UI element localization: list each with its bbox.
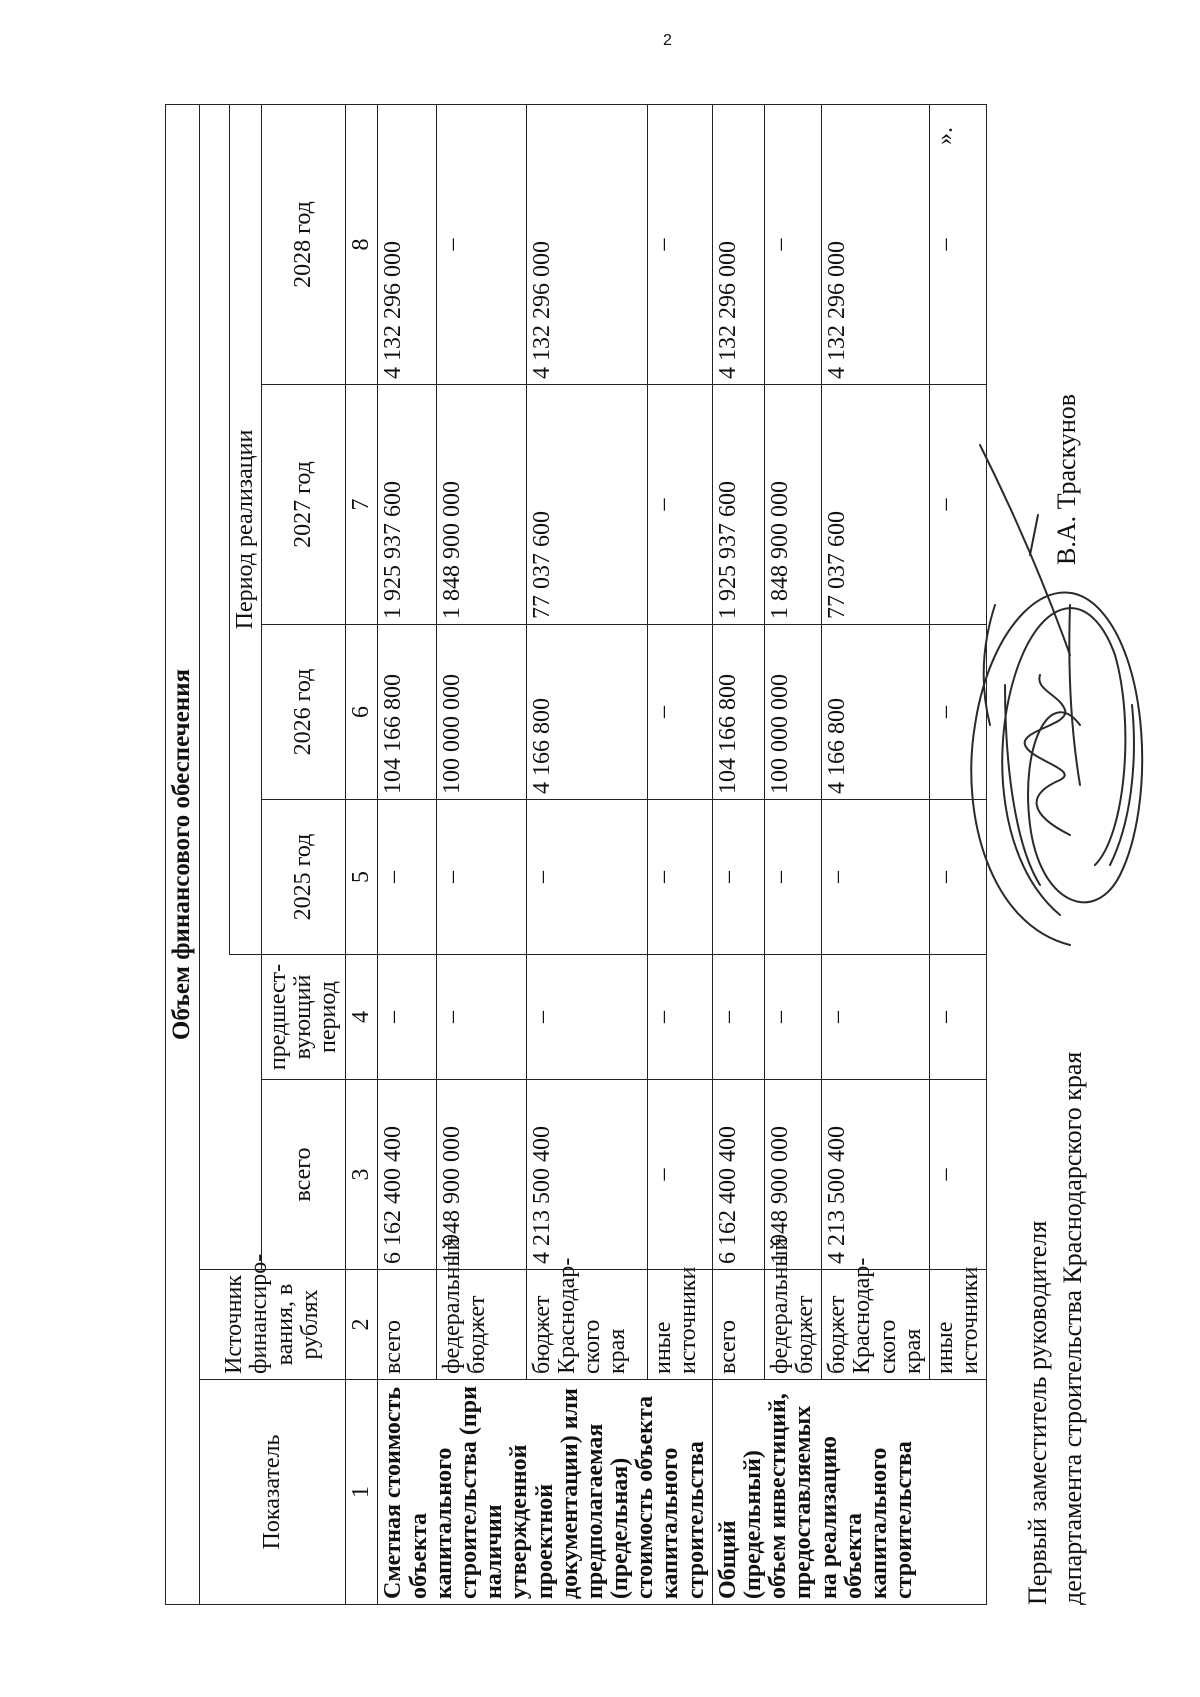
value-cell: 4 132 296 000: [712, 104, 764, 384]
value-cell: –: [648, 625, 713, 800]
source-cell: бюджет Краснодар-ского края: [526, 1270, 647, 1380]
closing-quote: ».: [932, 127, 958, 145]
header-period: Период реализации: [230, 104, 262, 954]
value-cell: –: [436, 800, 526, 955]
signer-title-line-1: Первый заместитель руководителя: [1023, 1220, 1052, 1605]
value-cell: –: [712, 955, 764, 1080]
indicator-cell: Сметная стоимость объекта капитального строительства (при наличии утвержденной проектной документации) или предполагаемая (предельная) стоимость объекта капитального строительства: [378, 1380, 712, 1605]
handwritten-signature: [920, 385, 1180, 985]
value-cell: 6 162 400 400: [712, 1080, 764, 1270]
indicator-cell: Общий (предельный) объем инвестиций, предоставляемых на реализацию объекта капитального строительства: [712, 1380, 987, 1605]
column-numbers-row: [346, 104, 378, 1604]
column-number: 1: [346, 1380, 378, 1605]
value-cell: 77 037 600: [822, 385, 930, 625]
header-source: Источник финансиро-вания, в рублях: [200, 1270, 346, 1380]
signer-name: В.А. Траскунов: [1052, 393, 1081, 565]
column-number: 3: [346, 1080, 378, 1270]
column-number: 2: [346, 1270, 378, 1380]
value-cell: 4 166 800: [822, 625, 930, 800]
table-row: [764, 104, 821, 1604]
value-cell: 4 213 500 400: [526, 1080, 647, 1270]
table-row: [526, 104, 647, 1604]
value-cell: –: [436, 955, 526, 1080]
value-cell: –: [436, 104, 526, 384]
source-cell: иные источники: [929, 1270, 986, 1380]
table-row: [378, 104, 437, 1604]
value-cell: 4 132 296 000: [822, 104, 930, 384]
header-year-2025: 2025 год: [262, 800, 346, 955]
value-cell: –: [378, 955, 437, 1080]
header-indicator: Показатель: [200, 1380, 346, 1605]
column-number: 8: [346, 104, 378, 384]
column-number: 5: [346, 800, 378, 955]
table-row: [822, 104, 930, 1604]
value-cell: 4 213 500 400: [822, 1080, 930, 1270]
financing-table: [165, 104, 987, 1605]
value-cell: –: [526, 955, 647, 1080]
value-cell: 104 166 800: [378, 625, 437, 800]
source-cell: федеральный бюджет: [436, 1270, 526, 1380]
source-cell: бюджет Краснодар-ского края: [822, 1270, 930, 1380]
header-year-2027: 2027 год: [262, 385, 346, 625]
value-cell: –: [822, 955, 930, 1080]
column-number: 4: [346, 955, 378, 1080]
value-cell: –: [648, 955, 713, 1080]
source-cell: иные источники: [648, 1270, 713, 1380]
value-cell: 100 000 000: [764, 625, 821, 800]
source-cell: всего: [712, 1270, 764, 1380]
table-row: [712, 104, 764, 1604]
header-total: всего: [262, 1080, 346, 1270]
value-cell: –: [648, 1080, 713, 1270]
value-cell: 1 948 900 000: [436, 1080, 526, 1270]
value-cell: 1 925 937 600: [378, 385, 437, 625]
value-cell: 100 000 000: [436, 625, 526, 800]
header-prior-period: предшест-вующий период: [262, 955, 346, 1080]
header-year-2026: 2026 год: [262, 625, 346, 800]
value-cell: 104 166 800: [712, 625, 764, 800]
header-year-2028: 2028 год: [262, 104, 346, 384]
column-number: 7: [346, 385, 378, 625]
value-cell: 1 848 900 000: [764, 385, 821, 625]
header-spacer: [200, 104, 230, 1269]
table-body: [166, 104, 987, 1604]
column-number: 6: [346, 625, 378, 800]
value-cell: –: [822, 800, 930, 955]
value-cell: 77 037 600: [526, 385, 647, 625]
value-cell: 1 948 900 000: [764, 1080, 821, 1270]
value-cell: –: [929, 104, 986, 384]
value-cell: –: [648, 800, 713, 955]
table-row: [648, 104, 713, 1604]
value-cell: –: [929, 800, 986, 955]
source-cell: всего: [378, 1270, 437, 1380]
value-cell: 1 925 937 600: [712, 385, 764, 625]
value-cell: –: [526, 800, 647, 955]
value-cell: –: [929, 625, 986, 800]
signer-title-line-2: департамента строительства Краснодарского края: [1058, 1051, 1088, 1605]
value-cell: 6 162 400 400: [378, 1080, 437, 1270]
value-cell: –: [764, 955, 821, 1080]
value-cell: –: [712, 800, 764, 955]
value-cell: 4 132 296 000: [378, 104, 437, 384]
value-cell: –: [764, 104, 821, 384]
table-title: Объем финансового обеспечения: [166, 104, 200, 1604]
value-cell: –: [378, 800, 437, 955]
source-cell: федеральный бюджет: [764, 1270, 821, 1380]
value-cell: 4 166 800: [526, 625, 647, 800]
table-row: [436, 104, 526, 1604]
value-cell: –: [929, 955, 986, 1080]
value-cell: –: [929, 385, 986, 625]
value-cell: –: [648, 385, 713, 625]
rotated-content: [150, 105, 1150, 1605]
page-number: 2: [663, 32, 672, 49]
value-cell: 4 132 296 000: [526, 104, 647, 384]
value-cell: –: [929, 1080, 986, 1270]
value-cell: –: [648, 104, 713, 384]
header-spacer-2: [230, 955, 262, 1270]
value-cell: –: [764, 800, 821, 955]
value-cell: 1 848 900 000: [436, 385, 526, 625]
